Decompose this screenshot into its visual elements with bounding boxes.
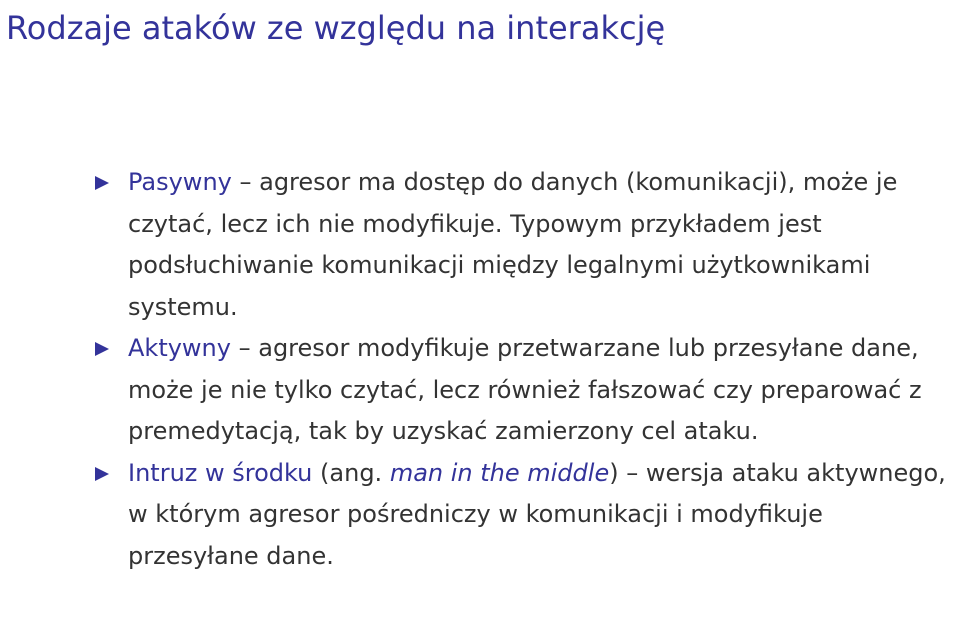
bullet-term: Aktywny <box>128 334 231 362</box>
bullet-text: – agresor ma dostęp do danych (komunikacji), może je czytać, lecz ich nie modyfikuje. Typowym przykładem jest podsłuchiwanie komunikacji między legalnymi użytkownikami systemu. <box>128 168 898 321</box>
triangle-right-icon <box>95 467 109 481</box>
bullet-term: Intruz w środku <box>128 458 313 487</box>
bullet-term: Pasywny <box>128 168 232 196</box>
triangle-right-icon <box>95 342 109 356</box>
bullet-list <box>95 162 960 577</box>
triangle-right-icon <box>95 176 109 190</box>
bullet-text: – agresor modyfikuje przetwarzane lub przesyłane dane, może je nie tylko czytać, lecz również fałszować czy preparować z premedytacją, tak by uzyskać zamierzony cel ataku. <box>128 334 922 445</box>
bullet-text-before: (ang. <box>312 458 390 487</box>
bullet-item-passive <box>95 162 960 328</box>
bullet-text-after: ) – wersja ataku aktywnego, w którym agresor pośredniczy w komunikacji i modyfikuje przesyłane dane. <box>128 458 946 570</box>
bullet-emphasis: man in the middle <box>389 458 610 487</box>
slide-title: Rodzaje ataków ze względu na interakcję <box>6 9 666 47</box>
bullet-item-active <box>95 328 960 453</box>
bullet-item-mitm <box>95 453 960 578</box>
